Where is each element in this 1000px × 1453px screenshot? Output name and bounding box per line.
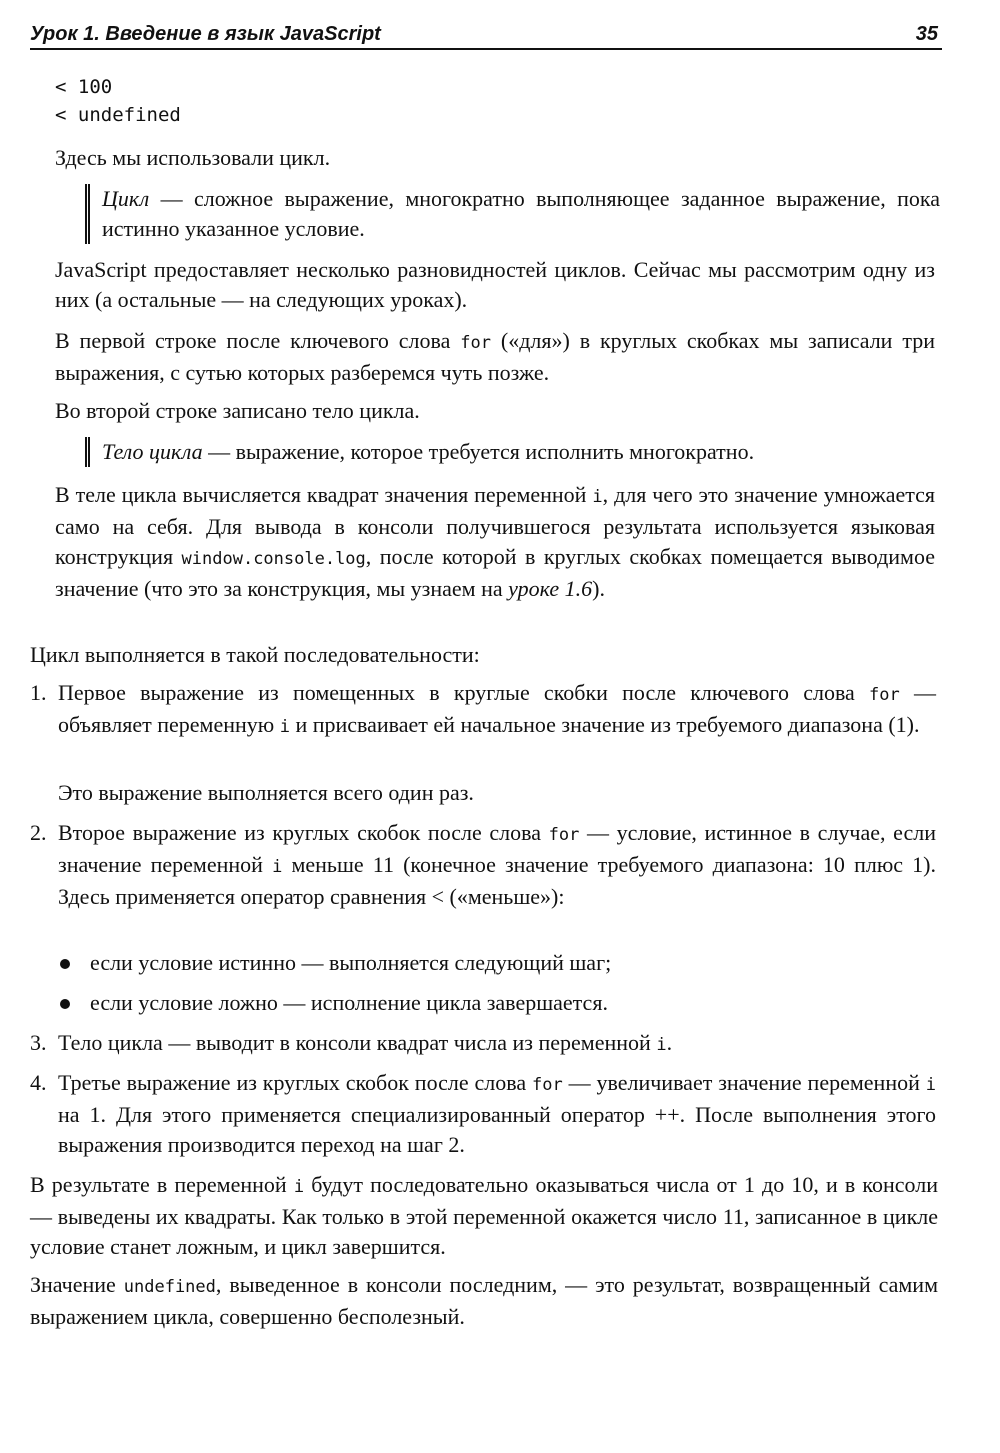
text: Значение	[30, 1272, 124, 1297]
text: , после которой в круглых скобках помещается выводимое значение (что это за конструкция, мы узнаем на	[55, 544, 935, 601]
list-number: 4.	[30, 1070, 47, 1095]
bullet-item: если условие ложно — исполнение цикла завершается.	[90, 990, 608, 1015]
inline-code: for	[548, 825, 580, 845]
inline-code: for	[869, 685, 900, 705]
text: меньше 11 (конечное значение требуемого диапазона: 10 плюс 1). Здесь применяется оператор сравнения < («меньше»):	[58, 852, 936, 909]
text: В теле цикла вычисляется квадрат значения переменной	[55, 482, 593, 507]
bullet-dot	[60, 959, 70, 969]
text: — объявляет переменную	[58, 680, 936, 737]
chapter-title: Урок 1. Введение в язык JavaScript	[30, 23, 381, 45]
paragraph-js: JavaScript предоставляет несколько разновидностей циклов. Сейчас мы рассмотрим одну из них (а остальные — на следующих уроках).	[55, 257, 935, 312]
inline-code: undefined	[123, 1277, 216, 1297]
inline-code: i	[925, 1075, 936, 1095]
text: на 1. Для этого применяется специализированный оператор ++. После выполнения этого выражения производится переход на шаг 2.	[58, 1102, 936, 1157]
inline-code: i	[592, 487, 603, 507]
text: ).	[592, 576, 605, 601]
list-number: 1.	[30, 680, 47, 705]
text: Первое выражение из помещенных в круглые скобки после ключевого слова	[58, 680, 870, 705]
console-line: < undefined	[55, 104, 181, 126]
text: В первой строке после ключевого слова	[55, 328, 461, 353]
text: .	[666, 1030, 673, 1055]
text: Третье выражение из круглых скобок после слова	[58, 1070, 532, 1095]
text: («для») в круглых скобках мы записали три выражения, с сутью которых разберемся чуть позже.	[55, 328, 935, 385]
text: — условие, истинное в случае, если значение переменной	[58, 820, 936, 877]
inline-code: for	[532, 1075, 563, 1095]
inline-code: i	[656, 1035, 667, 1055]
paragraph-sequence: Цикл выполняется в такой последовательности:	[30, 642, 480, 667]
text: , выведенное в консоли последним, — это результат, возвращенный самим выражением цикла, совершенно бесполезный.	[30, 1272, 938, 1329]
inline-code: i	[293, 1177, 305, 1197]
inline-code: window.console.log	[181, 549, 366, 569]
inline-code: i	[272, 857, 283, 877]
list-item-1	[58, 678, 936, 742]
text: — увеличивает значение переменной	[562, 1070, 926, 1095]
definition-term: Тело цикла	[102, 439, 203, 464]
paragraph-loop-body	[55, 480, 935, 604]
definition-term: Цикл	[102, 186, 150, 211]
definition-text: — выражение, которое требуется исполнить многократно.	[202, 439, 755, 464]
paragraph-intro: Здесь мы использовали цикл.	[55, 145, 331, 170]
text: и присваивает ей начальное значение из требуемого диапазона (1).	[289, 712, 920, 737]
list-item-4	[58, 1068, 936, 1160]
list-number: 2.	[30, 820, 47, 845]
page-number: 35	[915, 23, 938, 45]
list-item-1-note: Это выражение выполняется всего один раз.	[58, 780, 474, 805]
paragraph-first-line	[55, 326, 935, 388]
running-header	[30, 22, 942, 50]
text: В результате в переменной	[30, 1172, 294, 1197]
inline-code: i	[279, 717, 290, 737]
inline-code: for	[460, 333, 491, 353]
bullet-item: если условие истинно — выполняется следующий шаг;	[90, 950, 612, 975]
text: будут последовательно оказываться числа от 1 до 10, и в консоли — выведены их квадраты. Как только в этой переменной окажется число 11, записанное в цикле условие станет ложным, и цикл завершится.	[30, 1172, 939, 1259]
list-item-2	[58, 818, 936, 912]
bullet-dot	[60, 999, 70, 1009]
text: Второе выражение из круглых скобок после слова	[58, 820, 549, 845]
definition-cycle	[85, 184, 940, 244]
console-line: < 100	[55, 76, 113, 98]
lesson-reference: уроке 1.6	[508, 576, 593, 601]
paragraph-second-line: Во второй строке записано тело цикла.	[55, 398, 420, 423]
paragraph-undefined	[30, 1270, 938, 1332]
list-item-3	[58, 1028, 936, 1060]
definition-text: — сложное выражение, многократно выполняющее заданное выражение, пока истинно указанное условие.	[102, 186, 940, 241]
text: Тело цикла — выводит в консоли квадрат числа из переменной	[58, 1030, 657, 1055]
list-number: 3.	[30, 1030, 47, 1055]
text: , для чего это значение умножается само на себя. Для вывода в консоли получившегося результата используется языковая конструкция	[55, 482, 935, 569]
paragraph-result	[30, 1170, 938, 1262]
definition-loop-body	[85, 437, 940, 467]
